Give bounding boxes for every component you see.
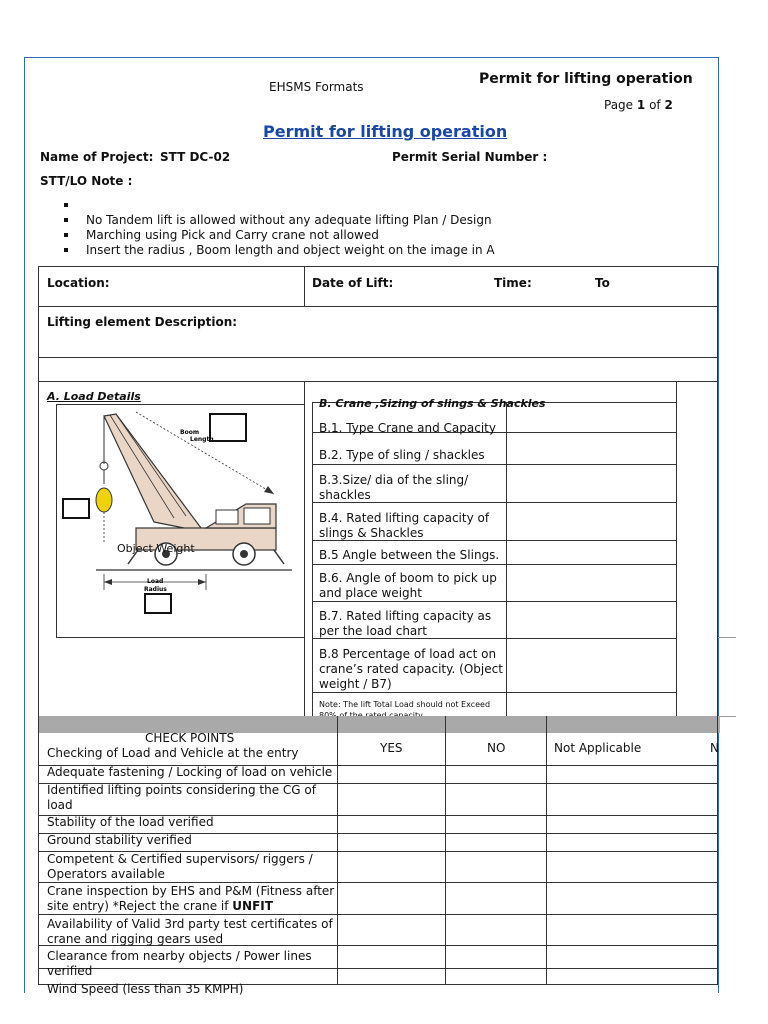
crane-diagram	[56, 404, 303, 636]
rule	[38, 716, 39, 984]
b6-label: B.6. Angle of boom to pick up and place weight	[319, 571, 497, 600]
boom-length-label: Boom	[180, 429, 200, 436]
note-item: Marching using Pick and Carry crane not allowed	[62, 228, 495, 243]
rule	[312, 464, 676, 465]
rule	[38, 914, 718, 915]
rule	[38, 381, 718, 382]
rule	[717, 381, 718, 717]
location-field[interactable]: Location:	[47, 276, 110, 290]
rule	[312, 692, 676, 693]
boom-length-input-box[interactable]	[209, 413, 247, 442]
note-label: STT/LO Note :	[40, 174, 133, 188]
rule	[38, 882, 718, 883]
rule	[676, 381, 677, 717]
section-b-title: B. Crane ,Sizing of slings & Shackles	[319, 397, 546, 410]
col-header-yes: YES	[380, 741, 403, 755]
page-title: Permit for lifting operation	[263, 122, 508, 141]
check-row: Identified lifting points considering the CG of load	[47, 783, 316, 812]
header-left: EHSMS Formats	[269, 80, 364, 94]
note-item: Insert the radius , Boom length and object weight on the image in A	[62, 243, 495, 258]
rule	[38, 306, 718, 307]
rule	[38, 266, 39, 716]
note-item: No Tandem lift is allowed without any adequate lifting Plan / Design	[62, 213, 495, 228]
object-weight-label: Object Weight	[117, 542, 195, 555]
check-row: Availability of Valid 3rd party test certificates of crane and rigging gears used	[47, 917, 333, 946]
b8-label: B.8 Percentage of load act on crane’s rated capacity. (Object weight / B7)	[319, 647, 503, 691]
check-row: Ground stability verified	[47, 833, 192, 847]
col-header-na: Not Applicable	[554, 741, 642, 755]
b-note: Note: The lift Total Load should not Exceed	[319, 700, 491, 709]
checks-header-band	[38, 716, 720, 733]
check-row: Checking of Load and Vehicle at the entry	[47, 746, 299, 760]
rule	[312, 601, 676, 602]
boom-length-label-2: Length	[190, 436, 214, 443]
rule	[717, 266, 718, 382]
project-name-label: Name of Project:	[40, 150, 154, 164]
rule	[718, 716, 736, 717]
rule	[445, 716, 446, 984]
rule	[304, 266, 305, 306]
rule	[312, 564, 676, 565]
check-row: Crane inspection by EHS and P&M (Fitness after site entry) *Reject the crane if UNFIT	[47, 884, 335, 913]
time-field[interactable]: Time:	[494, 276, 532, 290]
check-row: Competent & Certified supervisors/ riggers / Operators available	[47, 852, 313, 881]
col-header-no: NO	[487, 741, 506, 755]
check-row: Wind Speed (less than 35 KMPH)	[47, 982, 244, 996]
rule	[38, 357, 718, 358]
load-radius-label: Load	[147, 578, 164, 585]
rule	[718, 637, 736, 638]
load-radius-input-box[interactable]	[144, 593, 172, 614]
project-name-value: STT DC-02	[160, 150, 231, 164]
date-of-lift-field[interactable]: Date of Lift:	[312, 276, 394, 290]
col-header-checkpoints: CHECK POINTS	[145, 731, 235, 745]
permit-serial-label: Permit Serial Number :	[392, 150, 548, 164]
load-radius-label-2: Radius	[144, 586, 167, 593]
b7-label: B.7. Rated lifting capacity as per the load chart	[319, 609, 492, 638]
object-weight-input-box[interactable]	[62, 498, 90, 519]
header-right: Permit for lifting operation	[479, 71, 693, 87]
b4-label: B.4. Rated lifting capacity of slings & Shackles	[319, 511, 490, 540]
lifting-description-field[interactable]: Lifting element Description:	[47, 315, 238, 329]
notes-list	[62, 198, 495, 258]
rule	[312, 402, 313, 717]
rule	[546, 716, 547, 984]
time-to-field[interactable]: To	[595, 276, 610, 290]
b3-label: B.3.Size/ dia of the sling/ shackles	[319, 473, 469, 502]
col-header-n: N	[710, 741, 719, 755]
rule	[38, 266, 718, 267]
note-item	[62, 198, 495, 213]
section-a-title: A. Load Details	[47, 390, 141, 403]
check-row: Stability of the load verified	[47, 815, 214, 829]
check-row: Clearance from nearby objects / Power lines verified	[47, 949, 312, 978]
b5-label: B.5 Angle between the Slings.	[319, 548, 500, 562]
rule	[506, 402, 507, 717]
check-row: Adequate fastening / Locking of load on vehicle	[47, 765, 333, 779]
page-number: Page 1 of 2	[604, 98, 673, 112]
b2-label: B.2. Type of sling / shackles	[319, 448, 485, 462]
b1-label: B.1. Type Crane and Capacity	[319, 421, 496, 435]
rule	[717, 716, 718, 984]
rule	[337, 716, 338, 984]
